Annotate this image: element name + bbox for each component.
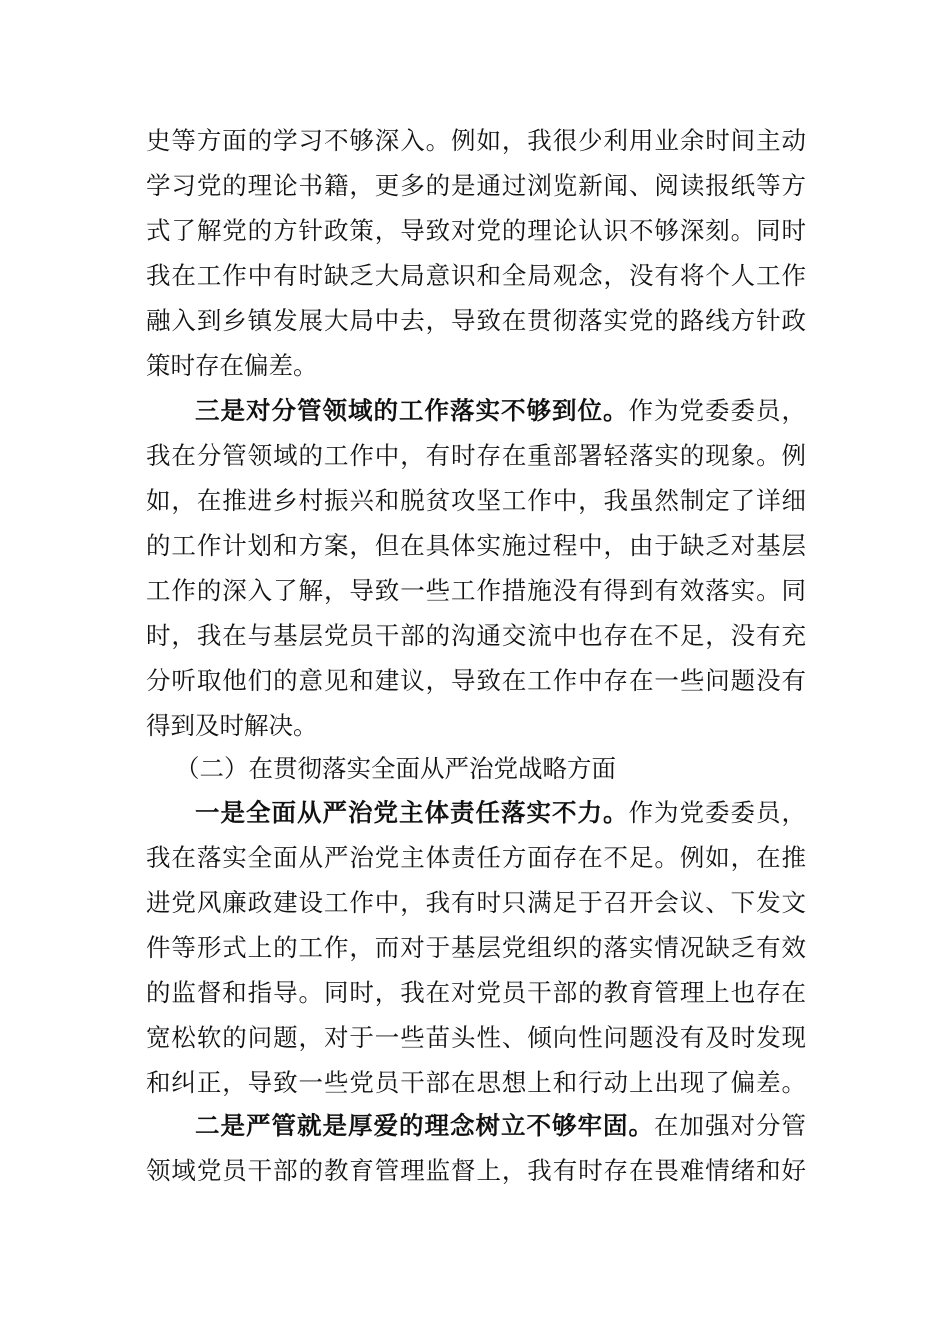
text-line: 件等形式上的工作，而对于基层党组织的落实情况缺乏有效 — [146, 933, 806, 962]
text-line: 时，我在与基层党员干部的沟通交流中也存在不足，没有充 — [146, 621, 806, 650]
text-line: 的监督和指导。同时，我在对党员干部的教育管理上也存在 — [146, 978, 806, 1007]
text-line: 进党风廉政建设工作中，我有时只满足于召开会议、下发文 — [146, 888, 806, 917]
text-line: 策时存在偏差。 — [146, 351, 318, 380]
text-line: 领域党员干部的教育管理监督上，我有时存在畏难情绪和好 — [146, 1156, 806, 1185]
text-line: 宽松软的问题，对于一些苗头性、倾向性问题没有及时发现 — [146, 1023, 806, 1052]
text-line: 融入到乡镇发展大局中去，导致在贯彻落实党的路线方针政 — [146, 306, 806, 335]
text-line: 分听取他们的意见和建议，导致在工作中存在一些问题没有 — [146, 666, 806, 695]
lead-rest-text: 在加强对分管 — [654, 1111, 806, 1140]
section-heading: （二）在贯彻落实全面从严治党战略方面 — [175, 754, 616, 783]
bold-lead-text: 一是全面从严治党主体责任落实不力。 — [195, 798, 629, 827]
text-line: 的工作计划和方案，但在具体实施过程中，由于缺乏对基层 — [146, 531, 806, 560]
paragraph-lead — [195, 790, 806, 835]
text-line: 如，在推进乡村振兴和脱贫攻坚工作中，我虽然制定了详细 — [146, 486, 806, 515]
text-line: 工作的深入了解，导致一些工作措施没有得到有效落实。同 — [146, 576, 806, 605]
bold-lead-text: 二是严管就是厚爱的理念树立不够牢固。 — [195, 1111, 654, 1140]
text-line: 式了解党的方针政策，导致对党的理论认识不够深刻。同时 — [146, 216, 806, 245]
text-line: 得到及时解决。 — [146, 711, 318, 740]
lead-rest-text: 作为党委委员， — [628, 798, 806, 827]
paragraph-lead — [195, 388, 806, 433]
bold-lead-text: 三是对分管领域的工作落实不够到位。 — [195, 396, 629, 425]
text-line: 我在工作中有时缺乏大局意识和全局观念，没有将个人工作 — [146, 261, 806, 290]
paragraph-lead — [195, 1103, 806, 1148]
text-line: 我在分管领域的工作中，有时存在重部署轻落实的现象。例 — [146, 441, 806, 470]
text-line: 和纠正，导致一些党员干部在思想上和行动上出现了偏差。 — [146, 1068, 806, 1097]
text-line: 学习党的理论书籍，更多的是通过浏览新闻、阅读报纸等方 — [146, 171, 806, 200]
text-line: 史等方面的学习不够深入。例如，我很少利用业余时间主动 — [146, 126, 806, 155]
lead-rest-text: 作为党委委员， — [628, 396, 806, 425]
text-line: 我在落实全面从严治党主体责任方面存在不足。例如，在推 — [146, 843, 806, 872]
